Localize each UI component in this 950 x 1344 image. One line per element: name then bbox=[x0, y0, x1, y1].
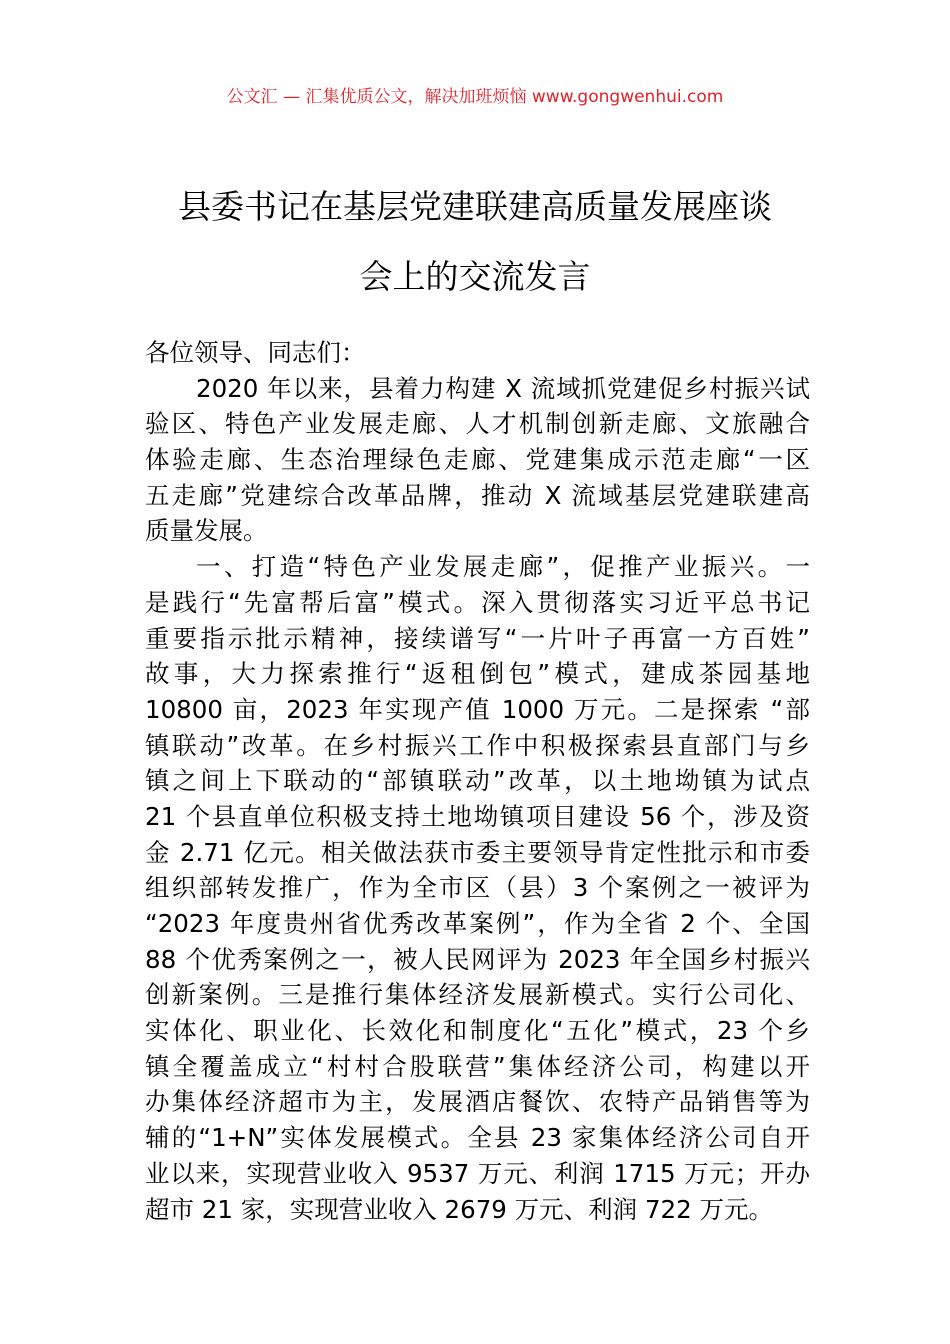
salutation: 各位领导、同志们： bbox=[145, 338, 366, 367]
document-body bbox=[145, 335, 810, 1227]
paragraph-line: 2020 年以来，县着力构建 X 流域抓党建促乡村振兴试 bbox=[196, 373, 810, 403]
paragraph-line: 质量发展。 bbox=[145, 516, 268, 546]
paragraph-intro bbox=[145, 371, 810, 549]
paragraph-line: 故事，大力探索推行“返租倒包”模式，建成茶园基地 bbox=[145, 659, 810, 689]
paragraph-line: 镇全覆盖成立“村村合股联营”集体经济公司，构建以开 bbox=[145, 1051, 810, 1081]
document-title bbox=[140, 172, 810, 312]
paragraph-line: 实体化、职业化、长效化和制度化“五化”模式，23 个乡 bbox=[145, 1016, 810, 1046]
title-line-2: 会上的交流发言 bbox=[359, 257, 591, 296]
paragraph-line: 创新案例。三是推行集体经济发展新模式。实行公司化、 bbox=[145, 980, 810, 1010]
paragraph-line: 镇之间上下联动的“部镇联动”改革，以土地坳镇为试点 bbox=[145, 766, 810, 796]
paragraph-line: 业以来，实现营业收入 9537 万元、利润 1715 万元；开办 bbox=[145, 1158, 810, 1188]
paragraph-line: 21 个县直单位积极支持土地坳镇项目建设 56 个，涉及资 bbox=[145, 801, 810, 831]
paragraph-line: 88 个优秀案例之一，被人民网评为 2023 年全国乡村振兴 bbox=[145, 944, 810, 974]
paragraph-section-one bbox=[145, 549, 810, 1227]
paragraph-line: 超市 21 家，实现营业收入 2679 万元、利润 722 万元。 bbox=[145, 1194, 774, 1224]
paragraph-line: 镇联动”改革。在乡村振兴工作中积极探索县直部门与乡 bbox=[145, 730, 810, 760]
paragraph-line: 五走廊”党建综合改革品牌，推动 X 流域基层党建联建高 bbox=[145, 480, 810, 510]
paragraph-line: 辅的“1+N”实体发展模式。全县 23 家集体经济公司自开 bbox=[145, 1123, 810, 1153]
header-banner: 公文汇 — 汇集优质公文，解决加班烦恼 www.gongwenhui.com bbox=[226, 87, 724, 107]
title-line-1: 县委书记在基层党建联建高质量发展座谈 bbox=[178, 187, 772, 226]
paragraph-line: 是践行“先富帮后富”模式。深入贯彻落实习近平总书记 bbox=[145, 587, 810, 617]
section-heading-line: 一、打造“特色产业发展走廊”，促推产业振兴。一 bbox=[196, 552, 810, 582]
paragraph-line: 金 2.71 亿元。相关做法获市委主要领导肯定性批示和市委 bbox=[145, 837, 810, 867]
paragraph-line: 10800 亩，2023 年实现产值 1000 万元。二是探索 “部 bbox=[145, 694, 810, 724]
paragraph-line: 办集体经济超市为主，发展酒店餐饮、农特产品销售等为 bbox=[145, 1087, 810, 1117]
paragraph-line: 组织部转发推广，作为全市区（县）3 个案例之一被评为 bbox=[145, 873, 810, 903]
paragraph-line: 验区、特色产业发展走廊、人才机制创新走廊、文旅融合 bbox=[145, 409, 810, 439]
paragraph-line: 体验走廊、生态治理绿色走廊、党建集成示范走廊“一区 bbox=[145, 445, 810, 475]
paragraph-line: 重要指示批示精神，接续谱写“一片叶子再富一方百姓” bbox=[145, 623, 810, 653]
paragraph-line: “2023 年度贵州省优秀改革案例”，作为全省 2 个、全国 bbox=[145, 909, 810, 938]
